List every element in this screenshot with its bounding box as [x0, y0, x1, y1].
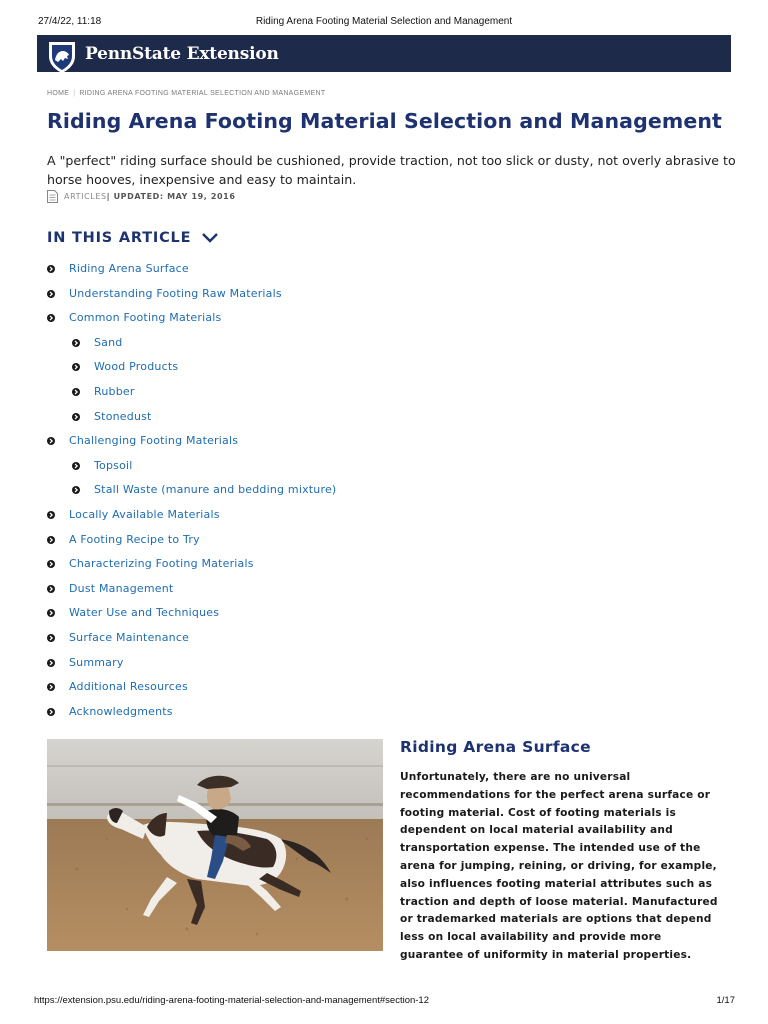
- article-updated: | UPDATED: MAY 19, 2016: [106, 192, 236, 201]
- toc-link[interactable]: Stonedust: [94, 410, 152, 423]
- toc-item[interactable]: [47, 533, 200, 546]
- toc-link[interactable]: Understanding Footing Raw Materials: [69, 287, 282, 300]
- toc-link[interactable]: Rubber: [94, 385, 135, 398]
- toc-link[interactable]: Acknowledgments: [69, 705, 173, 718]
- chevron-circle-right-icon: [72, 413, 80, 421]
- breadcrumb-separator: |: [73, 90, 76, 97]
- toc-item[interactable]: [47, 680, 188, 693]
- toc-item[interactable]: [47, 656, 124, 669]
- section-title: Riding Arena Surface: [400, 738, 591, 756]
- toc-link[interactable]: Dust Management: [69, 582, 174, 595]
- chevron-circle-right-icon: [47, 585, 55, 593]
- chevron-circle-right-icon: [47, 437, 55, 445]
- chevron-circle-right-icon: [47, 536, 55, 544]
- chevron-circle-right-icon: [47, 314, 55, 322]
- chevron-circle-right-icon: [72, 462, 80, 470]
- article-type[interactable]: ARTICLES: [64, 192, 107, 201]
- brand-bar: [37, 35, 731, 72]
- print-timestamp: 27/4/22, 11:18: [38, 16, 102, 27]
- horse-rider-image: [47, 739, 383, 951]
- toc-link[interactable]: Topsoil: [94, 459, 133, 472]
- toc-item[interactable]: [72, 385, 135, 398]
- toc-item[interactable]: [72, 410, 152, 423]
- chevron-circle-right-icon: [47, 659, 55, 667]
- chevron-down-icon: [201, 232, 219, 244]
- toc-item[interactable]: [47, 434, 238, 447]
- toc-link[interactable]: Locally Available Materials: [69, 508, 220, 521]
- chevron-circle-right-icon: [47, 609, 55, 617]
- page-title: Riding Arena Footing Material Selection and Management: [47, 109, 722, 133]
- chevron-circle-right-icon: [47, 683, 55, 691]
- toc-item[interactable]: [47, 262, 189, 275]
- chevron-circle-right-icon: [47, 290, 55, 298]
- chevron-circle-right-icon: [47, 634, 55, 642]
- toc-link[interactable]: Stall Waste (manure and bedding mixture): [94, 483, 337, 496]
- toc-item[interactable]: [72, 336, 122, 349]
- chevron-circle-right-icon: [47, 560, 55, 568]
- toc-link[interactable]: Challenging Footing Materials: [69, 434, 239, 447]
- chevron-circle-right-icon: [72, 388, 80, 396]
- toc-link[interactable]: Sand: [94, 336, 123, 349]
- toc-link[interactable]: Common Footing Materials: [69, 311, 222, 324]
- toc-link[interactable]: Additional Resources: [69, 680, 188, 693]
- article-meta: [47, 190, 235, 203]
- toc-link[interactable]: Wood Products: [94, 360, 179, 373]
- print-url: https://extension.psu.edu/riding-arena-footing-material-selection-and-management#section-12: [34, 995, 430, 1006]
- article-lede: A "perfect" riding surface should be cushioned, provide traction, not too slick or dusty, not overly abrasive to horse hooves, inexpensive and easy to maintain.: [47, 153, 736, 187]
- breadcrumb-current: RIDING ARENA FOOTING MATERIAL SELECTION AND MANAGEMENT: [79, 90, 326, 97]
- nittany-lion-shield-icon[interactable]: [47, 40, 77, 74]
- toc-link[interactable]: Riding Arena Surface: [69, 262, 189, 275]
- toc-link[interactable]: Characterizing Footing Materials: [69, 557, 254, 570]
- print-footer: [0, 995, 768, 1009]
- print-page-number: 1/17: [716, 995, 735, 1006]
- chevron-circle-right-icon: [47, 265, 55, 273]
- chevron-circle-right-icon: [47, 511, 55, 519]
- chevron-circle-right-icon: [72, 363, 80, 371]
- toc-item[interactable]: [72, 483, 336, 496]
- toc-item[interactable]: [72, 459, 133, 472]
- breadcrumb: [47, 90, 325, 97]
- toc-item[interactable]: [72, 360, 178, 373]
- document-icon: [47, 190, 58, 203]
- toc-item[interactable]: [47, 508, 220, 521]
- toc-link[interactable]: A Footing Recipe to Try: [69, 533, 200, 546]
- toc-item[interactable]: [47, 557, 254, 570]
- chevron-circle-right-icon: [72, 339, 80, 347]
- toc-item[interactable]: [47, 311, 221, 324]
- toc-heading: IN THIS ARTICLE: [47, 230, 192, 246]
- brand-name[interactable]: PennState Extension: [85, 43, 279, 64]
- chevron-circle-right-icon: [72, 486, 80, 494]
- barrel-racing-photo: [47, 739, 383, 951]
- toc-link[interactable]: Water Use and Techniques: [69, 606, 220, 619]
- toc-item[interactable]: [47, 705, 173, 718]
- print-header: [0, 16, 768, 30]
- toc-item[interactable]: [47, 287, 282, 300]
- print-document-title: Riding Arena Footing Material Selection and Management: [255, 16, 513, 27]
- chevron-circle-right-icon: [47, 708, 55, 716]
- toc-item[interactable]: [47, 631, 189, 644]
- toc-item[interactable]: [47, 606, 219, 619]
- toc-item[interactable]: [47, 582, 173, 595]
- toc-link[interactable]: Summary: [69, 656, 124, 669]
- toc-link[interactable]: Surface Maintenance: [69, 631, 190, 644]
- breadcrumb-home-link[interactable]: HOME: [47, 90, 70, 97]
- section-body: Unfortunately, there are no universal recommendations for the perfect arena surface or footing material. Cost of footing materials is dependent on local material availability and transportation expense. The intended use of the arena for jumping, reining, or driving, for example, also influences footing material attributes such as traction and depth of loose material. Manufactured or trademarked materials are options that depend less on local availability and provide more guarantee of uniformity in material properties.: [400, 771, 718, 961]
- toc-toggle[interactable]: [47, 230, 219, 246]
